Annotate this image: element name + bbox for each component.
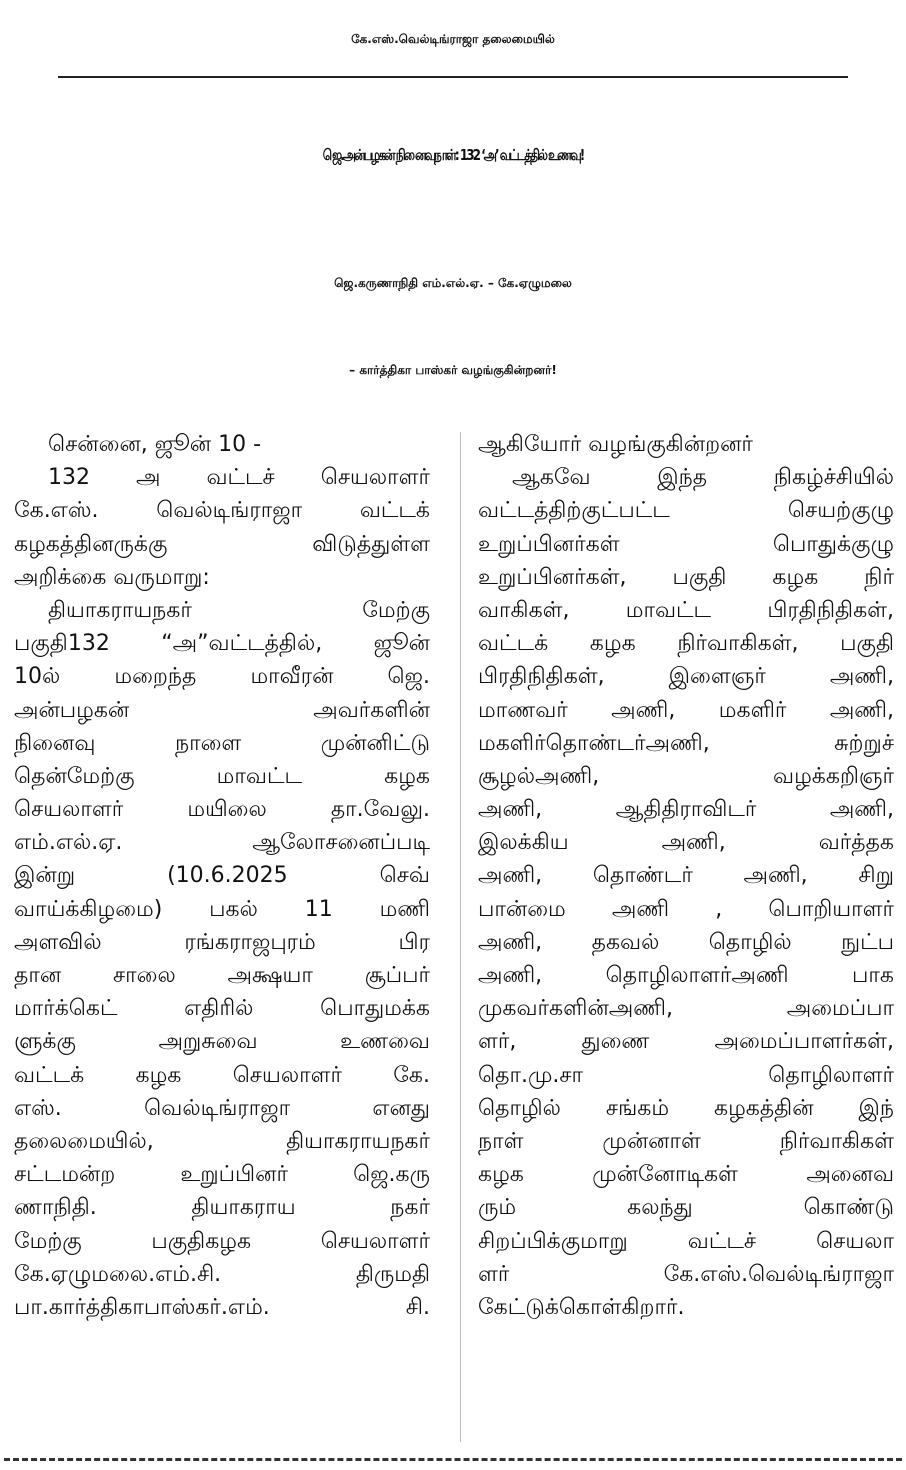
headline-main: ஜெ.அன்பழகன் நினைவுநாள்: 132 ‘அ’ வட்டத்தில் உணவு! [322, 146, 584, 164]
article-line: மார்க்கெட் எதிரில் பொதுமக்க [14, 996, 430, 1022]
article-line: 10ல் மறைந்த மாவீரன் ஜெ. [14, 664, 430, 690]
headline-top: கே.எஸ்.வெல்டிங்ராஜா தலைமையில் [351, 32, 555, 46]
dashed-bottom-border [4, 1458, 902, 1461]
article-left-column [14, 428, 430, 1324]
article-line: மேற்கு பகுதிகழக செயலாளர் [14, 1228, 430, 1254]
article-line: அணி, ஆதிதிராவிடர் அணி, [478, 797, 894, 823]
article-line: அன்பழகன் அவர்களின் [14, 697, 430, 723]
article-line: நினைவு நாளை முன்னிட்டு [14, 730, 430, 756]
article-line: அளவில் ரங்கராஜபுரம் பிர [14, 929, 430, 955]
article-line: பா.கார்த்திகாபாஸ்கர்.எம். சி. [14, 1294, 430, 1320]
article-line: கே.எஸ். வெல்டிங்ராஜா வட்டக் [14, 498, 430, 524]
column-divider [460, 432, 461, 1442]
article-line: வாகிகள், மாவட்ட பிரதிநிதிகள், [478, 597, 894, 623]
article-line: தியாகராயநகர் மேற்கு [48, 597, 430, 623]
article-line: உறுப்பினர்கள், பகுதி கழக நிர் [478, 564, 894, 590]
article-line: கேட்டுக்கொள்கிறார். [478, 1294, 685, 1320]
article-line: தொழில் சங்கம் கழகத்தின் இந் [478, 1095, 894, 1121]
headline-rule [58, 76, 848, 78]
article-line: ணாநிதி. தியாகராய நகர் [14, 1195, 430, 1221]
article-line: தென்மேற்கு மாவட்ட கழக [14, 763, 430, 789]
article-line: மாணவர் அணி, மகளிர் அணி, [478, 697, 894, 723]
subheadline-line-2: – கார்த்திகா பாஸ்கர் வழங்குகின்றனர்! [349, 363, 557, 377]
article-line: தலைமையில், தியாகராயநகர் [14, 1128, 430, 1154]
article-line: ஆகவே இந்த நிகழ்ச்சியில் [512, 465, 894, 491]
article-line: ளுக்கு அறுசுவை உணவை [14, 1029, 430, 1055]
subheadline-line-1: ஜெ.கருணாநிதி எம்.எல்.ஏ. – கே.ஏழுமலை [334, 276, 572, 290]
article-line: ஆகியோர் வழங்குகின்றனர் [478, 432, 753, 457]
article-line: தான சாலை அக்ஷயா சூப்பர் [14, 963, 430, 988]
article-line: நாள் முன்னாள் நிர்வாகிகள் [478, 1128, 894, 1154]
article-line: கழக முன்னோடிகள் அனைவ [478, 1162, 894, 1188]
article-line: கே.ஏழுமலை.எம்.சி. திருமதி [14, 1261, 430, 1287]
article-line: அறிக்கை வருமாறு: [14, 564, 210, 590]
article-line: அணி, தொழிலாளர்அணி பாக [478, 963, 894, 988]
article-line: இன்று (10.6.2025 செவ் [14, 863, 430, 889]
article-line: வட்டக் கழக நிர்வாகிகள், பகுதி [478, 631, 894, 657]
article-line: கழகத்தினருக்கு விடுத்துள்ள [14, 531, 430, 557]
article-line: ரும் கலந்து கொண்டு [478, 1195, 894, 1221]
article-line: வட்டக் கழக செயலாளர் கே. [14, 1062, 430, 1088]
article-line: ளர், துணை அமைப்பாளர்கள், [478, 1029, 894, 1055]
article-line: தொ.மு.சா தொழிலாளர் [478, 1062, 894, 1088]
article-line: பகுதி132 “அ”வட்டத்தில், ஜூன் [14, 631, 430, 657]
article-line: 132 அ வட்டச் செயலாளர் [48, 465, 430, 491]
article-line: சிறப்பிக்குமாறு வட்டச் செயலா [478, 1228, 894, 1254]
article-line: எம்.எல்.ஏ. ஆலோசனைப்படி [14, 830, 430, 856]
article-line: ளர் கே.எஸ்.வெல்டிங்ராஜா [478, 1261, 894, 1287]
article-line: எஸ். வெல்டிங்ராஜா எனது [14, 1095, 430, 1121]
article-line: இலக்கிய அணி, வர்த்தக [478, 830, 894, 856]
article-line: சூழல்அணி, வழக்கறிஞர் [478, 763, 894, 789]
article-line: வாய்க்கிழமை) பகல் 11 மணி [14, 896, 430, 922]
article-line: அணி, தகவல் தொழில் நுட்ப [478, 929, 894, 955]
article-line: வட்டத்திற்குட்பட்ட செயற்குழு [478, 498, 894, 524]
article-line: உறுப்பினர்கள் பொதுக்குழு [478, 531, 894, 557]
article-line: பிரதிநிதிகள், இளைஞர் அணி, [478, 664, 894, 690]
article-line: சட்டமன்ற உறுப்பினர் ஜெ.கரு [14, 1162, 430, 1188]
article-line: பான்மை அணி , பொறியாளர் [478, 896, 894, 922]
article-line: செயலாளர் மயிலை தா.வேலு. [14, 797, 430, 823]
article-line: சென்னை, ஜூன் 10 - [48, 432, 262, 457]
article-line: அணி, தொண்டர் அணி, சிறு [478, 863, 894, 889]
article-line: முகவர்களின்அணி, அமைப்பா [478, 996, 894, 1022]
article-line: மகளிர்தொண்டர்அணி, சுற்றுச் [478, 730, 894, 756]
article-right-column [478, 428, 894, 1324]
